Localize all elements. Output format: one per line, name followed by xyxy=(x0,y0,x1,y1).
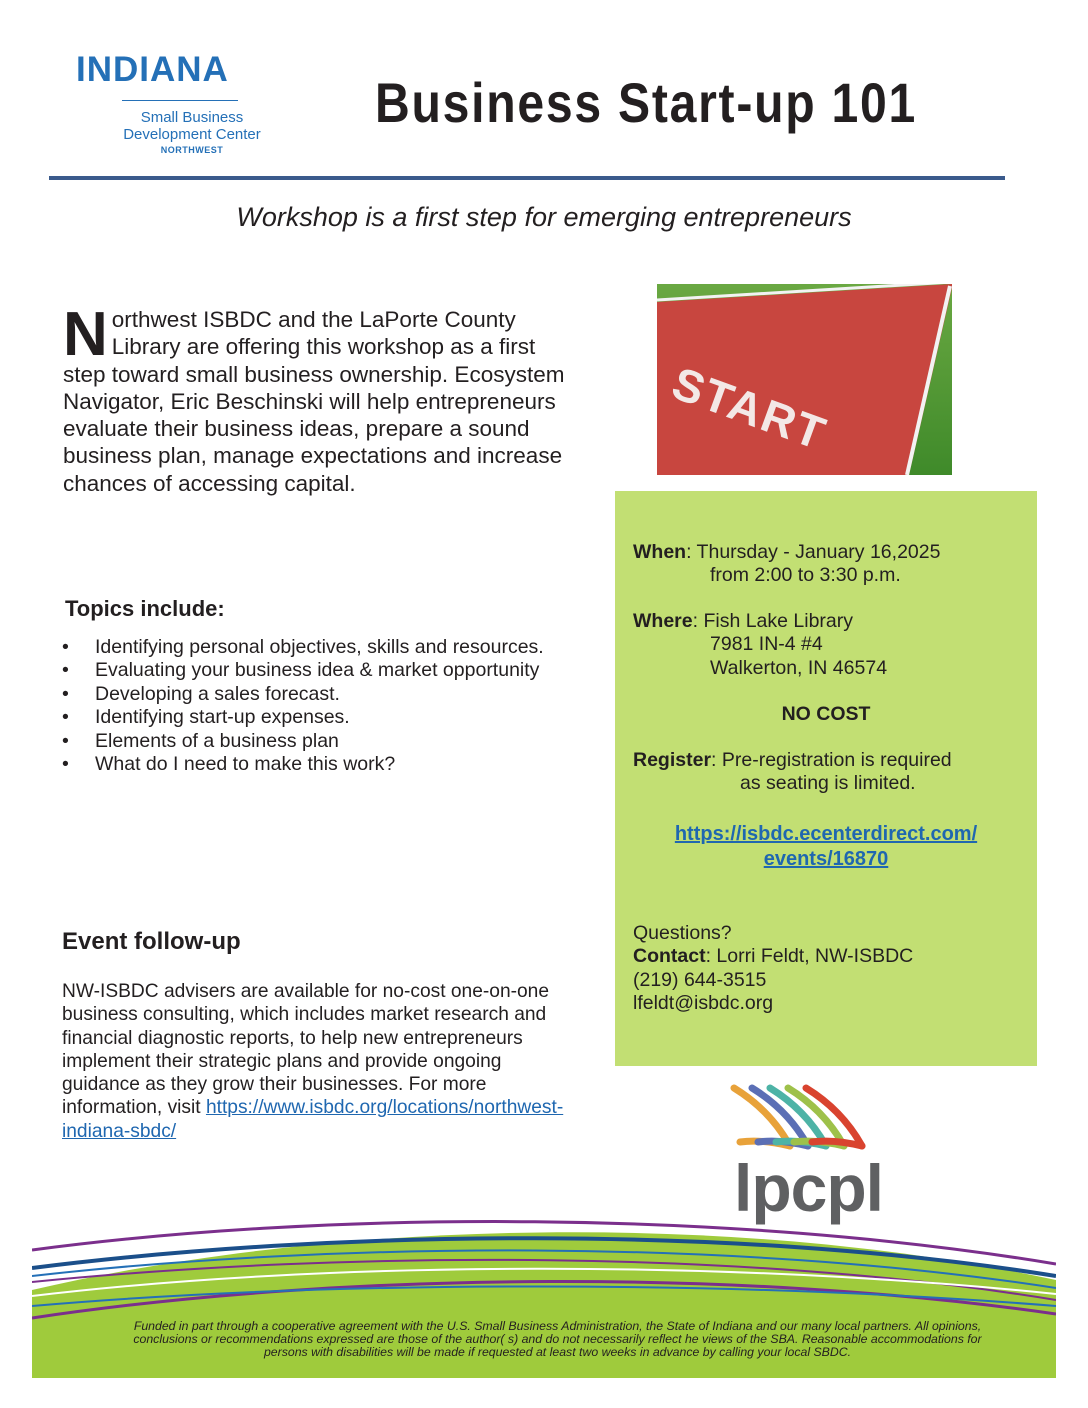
where-city: Walkerton, IN 46574 xyxy=(710,656,888,679)
logo-subtitle xyxy=(92,109,292,143)
followup-paragraph xyxy=(62,980,582,1143)
registration-link[interactable]: https://isbdc.ecenterdirect.com/ events/16870 xyxy=(674,823,978,870)
register-text: : Pre-registration is required xyxy=(711,749,952,771)
bullet-icon: • xyxy=(62,753,69,776)
where-label: Where xyxy=(633,610,693,632)
list-item: • What do I need to make this work? xyxy=(62,753,396,776)
funding-disclaimer: Funded in part through a cooperative agreement with the U.S. Small Business Administration, the State of Indiana and our many local partners. All opinions, conclusions or recommendations expressed are those of the author( s) and do not necessarily reflect he views of the SBA. Reasonable accommodations for persons with disabilities will be made if requested at least two weeks in advance by calling your local SBDC. xyxy=(133,1319,982,1359)
logo-line-3: NORTHWEST xyxy=(160,145,224,155)
list-item: • Evaluating your business idea & market opportunity xyxy=(62,659,540,682)
contact-email[interactable]: lfeldt@isbdc.org xyxy=(633,991,774,1014)
followup-heading: Event follow-up xyxy=(62,928,241,955)
logo-line-1: Small Business xyxy=(140,109,244,126)
contact-name: : Lorri Feldt, NW-ISBDC xyxy=(705,945,914,968)
page-subtitle: Workshop is a first step for emerging entrepreneurs xyxy=(236,202,852,232)
start-label: START xyxy=(665,356,834,461)
list-item: • Identifying personal objectives, skills and resources. xyxy=(62,636,544,658)
list-item: • Elements of a business plan xyxy=(62,729,339,752)
logo-line-2: Development Center xyxy=(123,126,261,143)
register-label: Register xyxy=(633,749,712,771)
topics-heading: Topics include: xyxy=(65,596,225,621)
intro-paragraph xyxy=(63,300,583,497)
drop-cap: N xyxy=(63,300,108,369)
cost-label: NO COST xyxy=(781,703,871,725)
list-item: • Identifying start-up expenses. xyxy=(62,706,350,729)
list-item: • Developing a sales forecast. xyxy=(62,682,340,705)
bullet-icon: • xyxy=(62,682,69,705)
where-block xyxy=(633,610,1033,680)
bullet-icon: • xyxy=(62,706,69,729)
isbdc-website-link[interactable]: https://www.isbdc.org/locations/northwest-indiana-sbdc/ xyxy=(62,1097,564,1142)
start-track-photo xyxy=(657,284,952,475)
where-venue: : Fish Lake Library xyxy=(692,610,854,632)
lpcpl-logo-text: lpcpl xyxy=(734,1151,884,1225)
when-label: When xyxy=(633,541,687,563)
bullet-icon: • xyxy=(62,729,69,752)
bullet-icon: • xyxy=(62,636,69,658)
bullet-icon: • xyxy=(62,659,69,682)
when-date: : Thursday - January 16,2025 xyxy=(686,541,941,563)
page-title: Business Start-up 101 xyxy=(375,71,917,134)
logo-divider xyxy=(122,100,238,101)
header-divider xyxy=(49,176,1005,180)
followup-text: NW-ISBDC advisers are available for no-cost one-on-one business consulting, which includes market research and financial diagnostic reports, to help new entrepreneurs implement their strategic plans and provide ongoing guidance as they grow their businesses. For more information, visit xyxy=(62,981,550,1119)
contact-label: Contact xyxy=(633,945,706,968)
register-note: as seating is limited. xyxy=(740,772,916,795)
register-block xyxy=(633,749,1033,796)
when-block xyxy=(633,541,1033,588)
contact-block xyxy=(633,922,1033,1015)
contact-phone: (219) 644-3515 xyxy=(633,968,767,991)
questions-label: Questions? xyxy=(633,922,732,944)
intro-text: orthwest ISBDC and the LaPorte County Library are offering this workshop as a first step toward small business ownership. Ecosystem Navigator, Eric Beschinski will help entrepreneurs evaluate their business ideas, prepare a sound business plan, manage expectations and increase chances of accessing capital. xyxy=(63,307,565,496)
topics-list xyxy=(62,636,602,776)
lpcpl-chevrons-icon xyxy=(730,1084,870,1154)
where-address: 7981 IN-4 #4 xyxy=(710,633,823,656)
when-time: from 2:00 to 3:30 p.m. xyxy=(710,564,901,587)
indiana-wordmark: INDIANA xyxy=(76,50,229,89)
